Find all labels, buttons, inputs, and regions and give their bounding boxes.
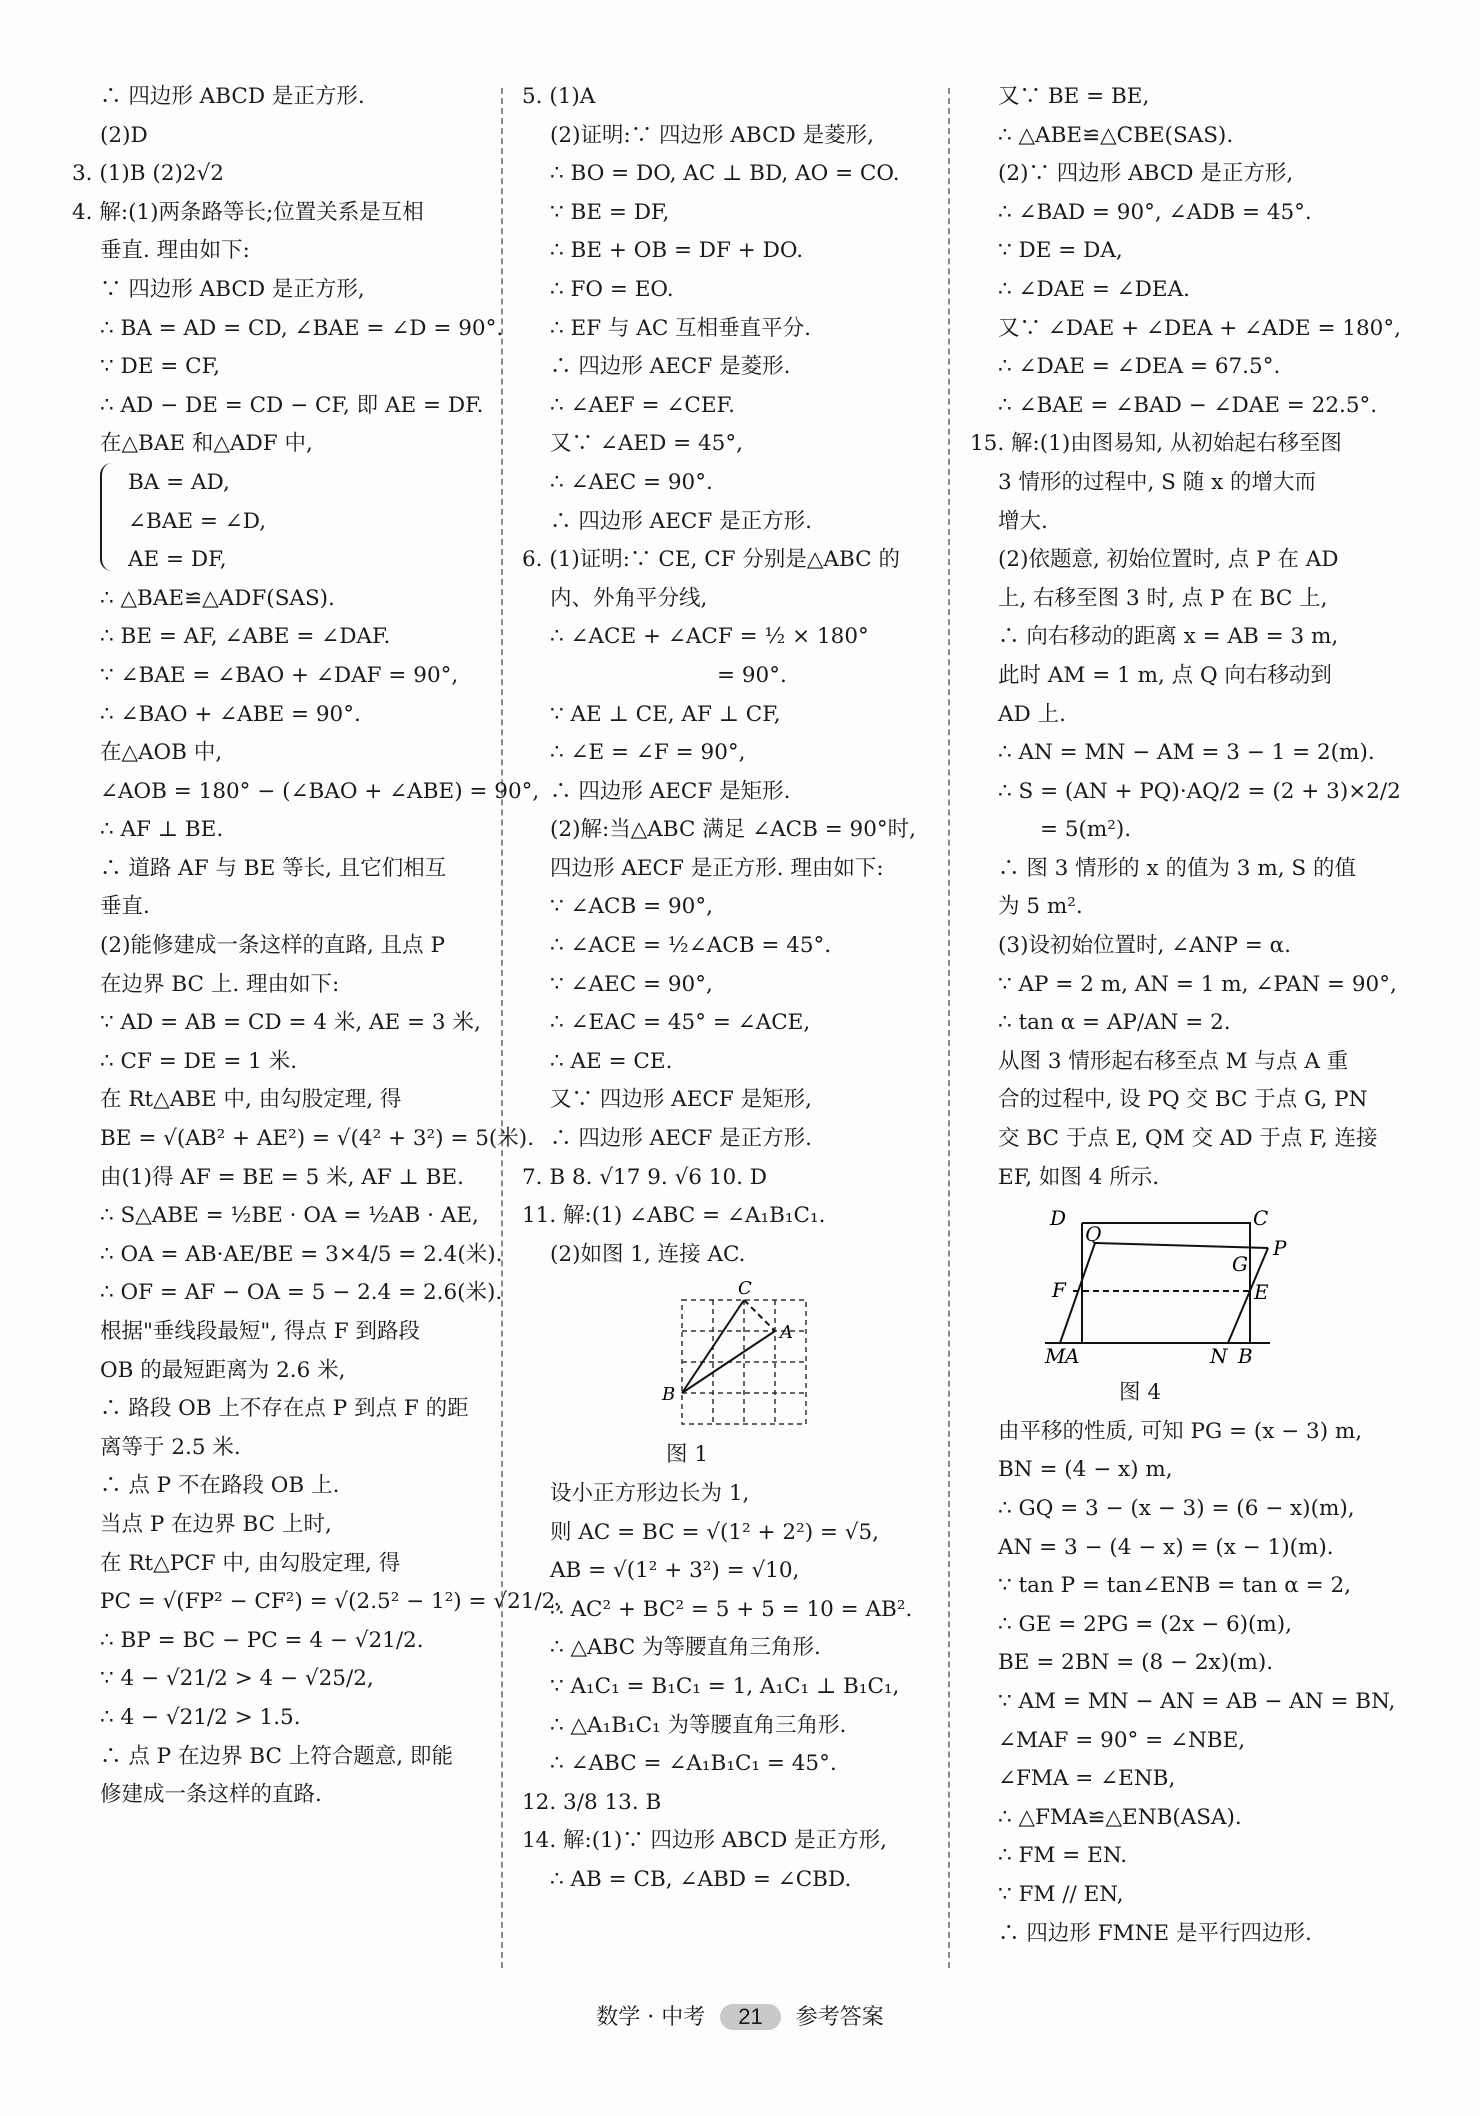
text-line: ∴ BA = AD = CD, ∠BAE = ∠D = 90°. <box>100 315 504 341</box>
label-G: G <box>1232 1252 1248 1277</box>
text-line: 交 BC 于点 E, QM 交 AD 于点 F, 连接 <box>998 1126 1378 1152</box>
text-line: PC = √(FP² − CF²) = √(2.5² − 1²) = √21/2, <box>100 1589 563 1615</box>
text-line: ∴ BE + OB = DF + DO. <box>550 238 804 264</box>
text-line: 则 AC = BC = √(1² + 2²) = √5, <box>550 1519 879 1545</box>
text-line: ∴ 四边形 ABCD 是正方形. <box>100 84 365 109</box>
text-line: 设小正方形边长为 1, <box>550 1481 750 1506</box>
text-line: ∴ ∠DAE = ∠DEA = 67.5°. <box>998 354 1281 380</box>
text-line: ∴ AE = CE. <box>550 1048 673 1074</box>
text-line: ∴ ∠BAE = ∠BAD − ∠DAE = 22.5°. <box>998 392 1378 418</box>
text-line: 垂直. <box>100 894 150 920</box>
text-line: ∵ tan P = tan∠ENB = tan α = 2, <box>998 1573 1351 1599</box>
text-line: ∴ AN = MN − AM = 3 − 1 = 2(m). <box>998 740 1375 766</box>
text-line: ∵ ∠AEC = 90°, <box>550 971 713 997</box>
text-line: ∵ ∠BAE = ∠BAO + ∠DAF = 90°, <box>100 662 459 688</box>
label-D: D <box>1050 1206 1067 1231</box>
text-line: ∴ ∠AEC = 90°. <box>550 469 713 495</box>
text-line: (3)设初始位置时, ∠ANP = α. <box>998 933 1291 959</box>
text-line: EF, 如图 4 所示. <box>998 1164 1160 1190</box>
text-line: ∠FMA = ∠ENB, <box>998 1766 1176 1792</box>
text-line: 5. (1)A <box>522 84 596 109</box>
text-line: 内、外角平分线, <box>550 585 708 611</box>
text-line: ∵ BE = DF, <box>550 199 670 225</box>
text-line: ∵ DE = CF, <box>100 354 220 380</box>
text-line: ∴ ∠AEF = ∠CEF. <box>550 392 735 418</box>
text-line: ∴ EF 与 AC 互相垂直平分. <box>550 315 811 341</box>
text-line: (2)证明:∵ 四边形 ABCD 是菱形, <box>550 122 874 148</box>
text-line: (2)解:当△ABC 满足 ∠ACB = 90°时, <box>550 817 916 843</box>
text-line: 离等于 2.5 米. <box>100 1434 241 1460</box>
text-line: ∴ AB = CB, ∠ABD = ∠CBD. <box>550 1866 852 1892</box>
text-line: ∵ AP = 2 m, AN = 1 m, ∠PAN = 90°, <box>998 971 1397 997</box>
text-line: ∴ 四边形 AECF 是矩形. <box>550 778 791 804</box>
text-line: 当点 P 在边界 BC 上时, <box>100 1511 332 1537</box>
text-line: ∴ △ABC 为等腰直角三角形. <box>550 1635 821 1661</box>
page-number: 21 <box>720 2004 780 2030</box>
label-Q: Q <box>1085 1222 1102 1247</box>
page-footer <box>0 2000 1480 2031</box>
text-line: ∵ ∠ACB = 90°, <box>550 894 713 920</box>
text-line: ∴ 点 P 不在路段 OB 上. <box>100 1473 340 1499</box>
text-line: 此时 AM = 1 m, 点 Q 向右移动到 <box>998 662 1332 688</box>
text-line: ∴ ∠E = ∠F = 90°, <box>550 740 746 766</box>
text-line: 11. 解:(1) ∠ABC = ∠A₁B₁C₁. <box>522 1203 826 1229</box>
text-line: ∴ ∠ABC = ∠A₁B₁C₁ = 45°. <box>550 1751 837 1777</box>
text-line: AB = √(1² + 3²) = √10, <box>550 1558 800 1584</box>
text-line: 又∵ 四边形 AECF 是矩形, <box>550 1087 812 1113</box>
text-line: ∵ AM = MN − AN = AB − AN = BN, <box>998 1688 1396 1714</box>
text-line: (2)能修建成一条这样的直路, 且点 P <box>100 933 445 959</box>
text-line: 14. 解:(1)∵ 四边形 ABCD 是正方形, <box>522 1828 887 1854</box>
text-line: ∴ 四边形 AECF 是正方形. <box>550 1126 812 1152</box>
text-line: 又∵ BE = BE, <box>998 84 1150 109</box>
text-line: 根据"垂线段最短", 得点 F 到路段 <box>100 1319 421 1344</box>
text-line: 7. B 8. √17 9. √6 10. D <box>522 1164 768 1190</box>
text-line: ∵ FM // EN, <box>998 1881 1124 1907</box>
label-M: M <box>1045 1344 1066 1369</box>
label-F: F <box>1052 1278 1066 1303</box>
label-P: P <box>1273 1236 1287 1261</box>
text-line: 15. 解:(1)由图易知, 从初始起右移至图 <box>970 431 1342 457</box>
text-line: ∴ 四边形 AECF 是菱形. <box>550 354 791 380</box>
text-line: ∴ S△ABE = ½BE · OA = ½AB · AE, <box>100 1203 479 1229</box>
text-line: 在 Rt△PCF 中, 由勾股定理, 得 <box>100 1550 401 1576</box>
text-line: ∴ GQ = 3 − (x − 3) = (6 − x)(m), <box>998 1496 1355 1521</box>
text-line: ∴ OA = AB·AE/BE = 3×4/5 = 2.4(米). <box>100 1241 503 1267</box>
label-N: N <box>1210 1344 1228 1369</box>
text-line: ∴ ∠ACE + ∠ACF = ½ × 180° <box>550 624 869 650</box>
text-line: ∴ AD − DE = CD − CF, 即 AE = DF. <box>100 392 484 418</box>
text-line: ∴ 向右移动的距离 x = AB = 3 m, <box>998 624 1339 650</box>
footer-subject: 数学 · 中考 <box>596 2005 706 2030</box>
text-line: 修建成一条这样的直路. <box>100 1782 322 1808</box>
text-line: ∴ AF ⊥ BE. <box>100 817 224 843</box>
text-line: ∴ △ABE≌△CBE(SAS). <box>998 122 1234 148</box>
text-line: ∵ 4 − √21/2 > 4 − √25/2, <box>100 1666 374 1692</box>
footer-section: 参考答案 <box>795 2005 884 2030</box>
text-line: OB 的最短距离为 2.6 米, <box>100 1357 346 1383</box>
text-line: ∴ ∠BAD = 90°, ∠ADB = 45°. <box>998 199 1312 225</box>
text-line: ∴ 四边形 AECF 是正方形. <box>550 508 812 534</box>
text-line: 在△AOB 中, <box>100 740 223 766</box>
text-line: 由平移的性质, 可知 PG = (x − 3) m, <box>998 1418 1363 1444</box>
text-line: ∴ ∠ACE = ½∠ACB = 45°. <box>550 933 832 959</box>
text-line: ∴ tan α = AP/AN = 2. <box>998 1010 1231 1036</box>
text-line: 在 Rt△ABE 中, 由勾股定理, 得 <box>100 1087 402 1113</box>
text-line: ∵ AE ⊥ CE, AF ⊥ CF, <box>550 701 781 727</box>
text-line: AD 上. <box>998 701 1066 727</box>
text-line: ∴ CF = DE = 1 米. <box>100 1048 298 1074</box>
text-line: AN = 3 − (4 − x) = (x − 1)(m). <box>998 1534 1334 1560</box>
text-line: ∴ BO = DO, AC ⊥ BD, AO = CO. <box>550 161 900 187</box>
column-divider <box>948 88 950 1968</box>
text-line: 从图 3 情形起右移至点 M 与点 A 重 <box>998 1048 1349 1074</box>
label-B: B <box>1238 1344 1253 1369</box>
text-line: ∵ AD = AB = CD = 4 米, AE = 3 米, <box>100 1010 481 1036</box>
text-line: ∴ △FMA≌△ENB(ASA). <box>998 1804 1242 1830</box>
text-line: 为 5 m². <box>998 894 1083 920</box>
text-line: ∴ S = (AN + PQ)·AQ/2 = (2 + 3)×2/2 <box>998 778 1401 804</box>
label-C: C <box>738 1278 752 1300</box>
text-line: ∴ 道路 AF 与 BE 等长, 且它们相互 <box>100 855 447 881</box>
text-line: 6. (1)证明:∵ CE, CF 分别是△ABC 的 <box>522 547 900 573</box>
text-line: 由(1)得 AF = BE = 5 米, AF ⊥ BE. <box>100 1164 464 1190</box>
text-line: 又∵ ∠DAE + ∠DEA + ∠ADE = 180°, <box>998 315 1401 341</box>
text-line: ∴ BE = AF, ∠ABE = ∠DAF. <box>100 624 391 650</box>
text-line: 在边界 BC 上. 理由如下: <box>100 971 340 997</box>
text-line: 3. (1)B (2)2√2 <box>72 161 224 187</box>
text-line: ∵ 四边形 ABCD 是正方形, <box>100 276 365 302</box>
text-line: 在△BAE 和△ADF 中, <box>100 431 313 457</box>
text-line: 四边形 AECF 是正方形. 理由如下: <box>550 855 884 881</box>
text-line: BE = √(AB² + AE²) = √(4² + 3²) = 5(米). <box>100 1126 535 1152</box>
label-E: E <box>1254 1280 1269 1305</box>
label-B: B <box>662 1384 676 1406</box>
figure-caption: 图 1 <box>665 1442 708 1468</box>
text-line: ∠MAF = 90° = ∠NBE, <box>998 1727 1246 1753</box>
text-line: (2)如图 1, 连接 AC. <box>550 1241 746 1267</box>
text-line: ∠AOB = 180° − (∠BAO + ∠ABE) = 90°, <box>100 778 540 804</box>
text-line: ∴ 图 3 情形的 x 的值为 3 m, S 的值 <box>998 855 1356 881</box>
text-line: = 90°. <box>717 662 787 688</box>
text-line: ∴ 点 P 在边界 BC 上符合题意, 即能 <box>100 1743 453 1769</box>
text-line: AE = DF, <box>128 547 227 573</box>
text-line: ∠BAE = ∠D, <box>128 508 267 534</box>
text-line: 增大. <box>998 508 1048 534</box>
text-line: 4. 解:(1)两条路等长;位置关系是互相 <box>72 199 424 225</box>
text-line: BE = 2BN = (8 − 2x)(m). <box>998 1650 1274 1676</box>
text-line: (2)∵ 四边形 ABCD 是正方形, <box>998 161 1294 187</box>
text-line: = 5(m²). <box>1040 817 1132 843</box>
text-line: 合的过程中, 设 PQ 交 BC 于点 G, PN <box>998 1087 1368 1113</box>
text-line: ∴ △BAE≌△ADF(SAS). <box>100 585 335 611</box>
system-brace <box>100 463 116 571</box>
label-A: A <box>1065 1344 1080 1369</box>
figure-4-diagram <box>970 1203 1380 1368</box>
text-line: ∴ FO = EO. <box>550 276 674 302</box>
column-divider <box>501 88 503 1968</box>
text-line: ∴ ∠EAC = 45° = ∠ACE, <box>550 1010 811 1036</box>
text-line: ∴ 4 − √21/2 > 1.5. <box>100 1704 301 1730</box>
label-C: C <box>1253 1206 1269 1231</box>
text-line: ∴ FM = EN. <box>998 1843 1128 1869</box>
text-line: ∴ ∠DAE = ∠DEA. <box>998 276 1190 302</box>
text-line: ∵ A₁C₁ = B₁C₁ = 1, A₁C₁ ⊥ B₁C₁, <box>550 1673 900 1699</box>
text-line: ∴ 路段 OB 上不存在点 P 到点 F 的距 <box>100 1396 469 1422</box>
text-line: 垂直. 理由如下: <box>100 238 250 264</box>
column-2 <box>522 78 934 1900</box>
text-line: 又∵ ∠AED = 45°, <box>550 431 743 457</box>
text-line: ∴ OF = AF − OA = 5 − 2.4 = 2.6(米). <box>100 1280 503 1306</box>
text-line: 3 情形的过程中, S 随 x 的增大而 <box>998 469 1317 495</box>
text-line: ∴ BP = BC − PC = 4 − √21/2. <box>100 1627 424 1653</box>
text-line: (2)依题意, 初始位置时, 点 P 在 AD <box>998 547 1339 573</box>
label-A: A <box>780 1322 793 1344</box>
text-line: BA = AD, <box>128 469 230 495</box>
text-line: (2)D <box>100 122 148 148</box>
text-line: ∴ GE = 2PG = (2x − 6)(m), <box>998 1611 1293 1637</box>
figure-caption: 图 4 <box>1118 1380 1161 1406</box>
text-line: BN = (4 − x) m, <box>998 1457 1173 1483</box>
text-line: ∴ AC² + BC² = 5 + 5 = 10 = AB². <box>550 1596 913 1622</box>
text-line: ∵ DE = DA, <box>998 238 1123 264</box>
text-line: ∴ △A₁B₁C₁ 为等腰直角三角形. <box>550 1712 847 1738</box>
text-line: 上, 右移至图 3 时, 点 P 在 BC 上, <box>998 585 1328 611</box>
text-line: ∴ ∠BAO + ∠ABE = 90°. <box>100 701 361 727</box>
text-line: 12. 3/8 13. B <box>522 1789 662 1815</box>
text-line: ∴ 四边形 FMNE 是平行四边形. <box>998 1920 1312 1946</box>
figure-1-grid <box>522 1280 934 1430</box>
column-3 <box>970 78 1401 1953</box>
